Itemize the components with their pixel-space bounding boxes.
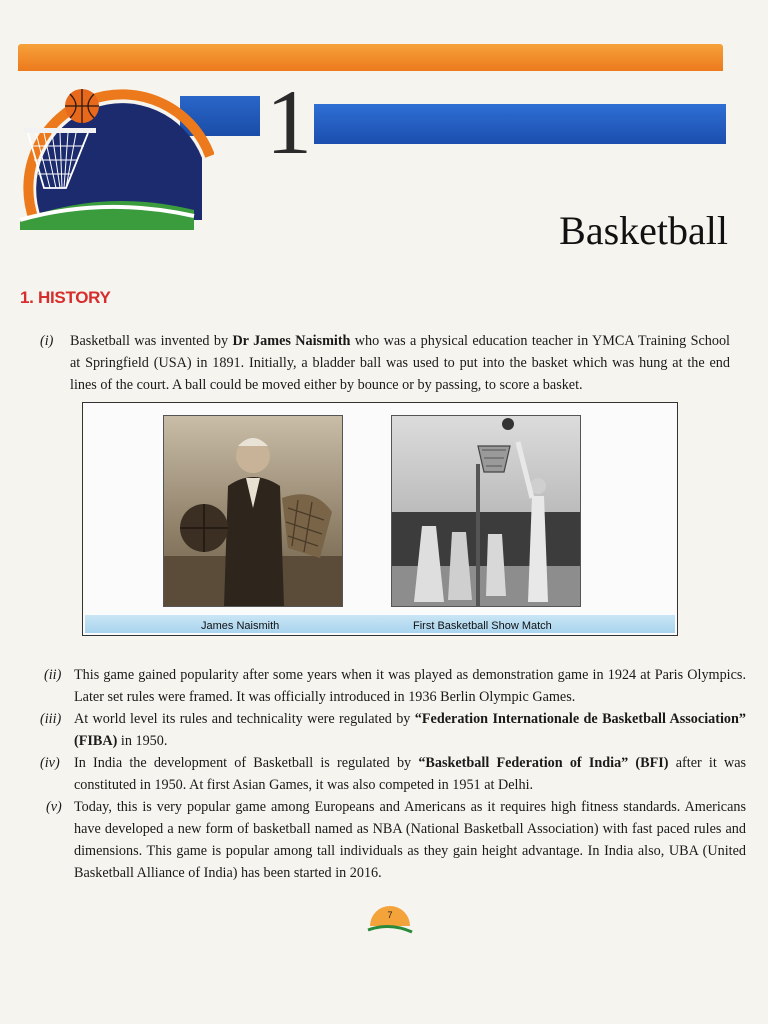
item-text: At world level its rules and technicality were regulated by “Federation Internationale de Basketball Association” (FIBA) in 1950. bbox=[74, 711, 746, 749]
item-text: In India the development of Basketball is regulated by “Basketball Federation of India” (BFI) after it was constituted in 1950. At first Asian Games, it was also competed in 1951 at Delhi. bbox=[74, 755, 747, 793]
history-item-1 bbox=[40, 330, 730, 396]
caption-first-match: First Basketball Show Match bbox=[413, 620, 552, 632]
header-orange-stripe bbox=[18, 44, 723, 71]
history-item-2 bbox=[40, 664, 746, 708]
figure-photos bbox=[82, 402, 678, 636]
item-marker: (ii) bbox=[44, 667, 62, 683]
history-item-3 bbox=[40, 708, 746, 752]
fiba-name: “Federation Internationale de Basketball Association” (FIBA) bbox=[74, 711, 746, 749]
item-marker: (iii) bbox=[40, 711, 62, 727]
item-marker: (iv) bbox=[40, 755, 60, 771]
header-blue-stripe-right bbox=[314, 104, 726, 144]
history-item-5 bbox=[40, 796, 746, 884]
item-text: Basketball was invented by Dr James Naismith who was a physical education teacher in YMCA Training School at Springfield (USA) in 1891. Initially, a bladder ball was used to put into the basket which was hung at the end lines of the court. A ball could be moved either by bounce or by passing, to score a basket. bbox=[70, 333, 731, 393]
page-number-badge bbox=[366, 896, 414, 938]
inventor-name: Dr James Naismith bbox=[232, 333, 351, 349]
caption-james-naismith: James Naismith bbox=[201, 620, 280, 632]
item-text: This game gained popularity after some years when it was played as demonstration game in 1924 at Paris Olympics. Later set rules were framed. It was officially introduced in 1936 Berlin Olympic Games. bbox=[74, 667, 746, 705]
item-marker: (v) bbox=[46, 799, 62, 815]
history-item-4 bbox=[40, 752, 746, 796]
photo-james-naismith bbox=[163, 415, 343, 607]
chapter-title: Basketball bbox=[559, 208, 728, 253]
bfi-name: “Basketball Federation of India” (BFI) bbox=[418, 755, 669, 771]
chapter-number: 1 bbox=[266, 71, 312, 173]
basketball-hoop-icon bbox=[14, 70, 214, 230]
section-heading: 1. HISTORY bbox=[20, 288, 111, 307]
item-text: Today, this is very popular game among Europeans and Americans as it requires high fitness standards. Americans have developed a new form of basketball named as NBA (National Basketball Association) with fast paced rules and dimensions. This game is popular among tall individuals as they gain height advantage. In India also, UBA (United Basketball Alliance of India) has been started in 2016. bbox=[74, 799, 746, 881]
basketball-match-icon bbox=[392, 416, 580, 606]
page-number: 7 bbox=[387, 910, 393, 920]
photo-first-basketball-match bbox=[391, 415, 581, 607]
caption-bar bbox=[85, 615, 675, 633]
item-marker: (i) bbox=[40, 333, 54, 349]
naismith-figure-icon bbox=[164, 416, 342, 606]
